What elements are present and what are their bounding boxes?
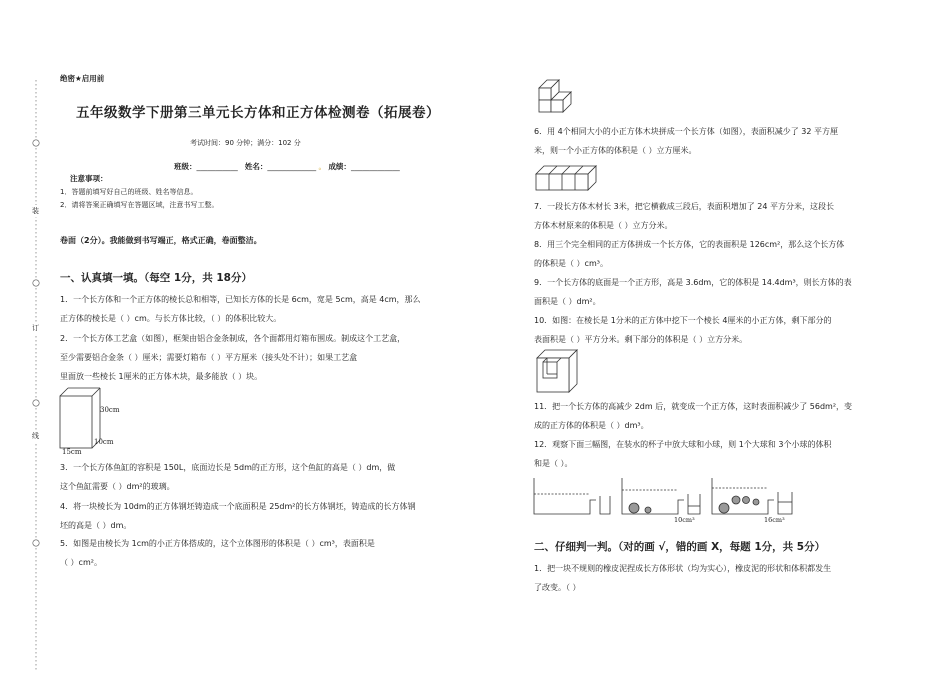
binding-hole (33, 280, 39, 286)
score-field[interactable]: _____________ (350, 162, 400, 171)
binding-hole (33, 140, 39, 146)
q9-line: 9．一个长方体的底面是一个正方形，高是 3.6dm，它的体积是 14.4dm³，则长方体的表 (534, 278, 852, 287)
q2-line: 里面放一些棱长 1厘米的正方体木块，最多能放（ ）块。 (60, 372, 263, 381)
box-height-label: 30cm (100, 406, 120, 414)
page-title: 五年级数学下册第三单元长方体和正方体检测卷（拓展卷） (76, 105, 440, 121)
q5-line: 5．如图是由棱长为 1cm的小正方体搭成的，这个立体图形的体积是（ ）cm³，表面积是 (60, 539, 375, 548)
s2-q1-line: 了改变。（ ） (534, 583, 581, 592)
q11-line: 成的正方体的体积是（ ）dm³。 (534, 421, 649, 430)
score-label: 成绩： (328, 162, 351, 171)
binding-hole (33, 540, 39, 546)
s2-q1-line: 1．把一块不规则的橡皮泥捏成长方体形状（均为实心），橡皮泥的形状和体积都发生 (534, 564, 832, 573)
cup-label: 10cm³ (674, 516, 695, 524)
binding-dashed-line (0, 0, 40, 672)
q8-line: 的体积是（ ）cm³。 (534, 259, 608, 268)
q12-line: 和是（ ）。 (534, 459, 573, 468)
q11-line: 11．把一个长方体的高减少 2dm 后，就变成一个正方体，这时表面积减少了 56dm²，变 (534, 402, 853, 411)
binding-hole (33, 400, 39, 406)
q2-line: 至少需要铝合金条（ ）厘米；需要灯箱布（ ）平方厘米（接头处不计）；如果工艺盒 (60, 353, 358, 362)
q3-line: 这个鱼缸需要（ ）dm²的玻璃。 (60, 482, 175, 491)
box-width-label: 10cm (94, 438, 114, 446)
q7-line: 方体木材原来的体积是（ ）立方分米。 (534, 221, 673, 230)
q4-line: 坯的高是（ ）dm。 (60, 521, 132, 530)
section2-title: 二、仔细判一判。（对的画 √，错的画 X，每题 1分，共 5分） (534, 541, 826, 553)
q3-line: 3．一个长方体鱼缸的容积是 150L，底面边长是 5dm的正方形，这个鱼缸的高是（ ）dm，做 (60, 463, 396, 472)
notched-cube-figure (533, 348, 583, 396)
class-label: 班级： (174, 162, 197, 171)
cup-label: 16cm³ (764, 516, 785, 524)
exam-info: 考试时间：90 分钟；满分：102 分 (190, 139, 301, 147)
q7-line: 7．一段长方体木材长 3米，把它横截成三段后，表面积增加了 24 平方分米，这段长 (534, 202, 834, 211)
secret-mark: 绝密★启用前 (60, 74, 105, 83)
binding-label-ding: 订 (32, 324, 39, 332)
notes-item: 2．请将答案正确填写在答题区域，注意书写工整。 (60, 201, 219, 209)
notes-item: 1．答题前填写好自己的班级、姓名等信息。 (60, 188, 198, 196)
cubes-row-figure (533, 162, 603, 194)
cubes-stack-figure (533, 74, 575, 120)
notes-title: 注意事项： (70, 174, 108, 183)
binding-label-xian: 线 (32, 432, 39, 440)
q12-line: 12．观察下面三幅图，在装水的杯子中放大球和小球，则 1个大球和 3个小球的体积 (534, 440, 832, 449)
class-field[interactable]: ___________ (196, 162, 238, 171)
q2-line: 2．一个长方体工艺盒（如图），框架由铝合金条制成，各个面都用灯箱布围成。制成这个工艺盒， (60, 334, 406, 343)
box-figure (58, 384, 128, 454)
q6-line: 米，则一个小正方体的体积是（ ）立方厘米。 (534, 146, 697, 155)
cup-empty (534, 478, 610, 514)
q8-line: 8．用三个完全相同的正方体拼成一个长方体，它的表面积是 126cm²，那么这个长方体 (534, 240, 845, 249)
neatness-line: 卷面（2分）。我能做到书写端正，格式正确，卷面整洁。 (60, 236, 262, 245)
name-field[interactable]: _____________ (267, 162, 317, 171)
student-fields (174, 161, 400, 172)
section1-title: 一、认真填一填。（每空 1分，共 18分） (60, 272, 252, 284)
q6-line: 6．用 4个相同大小的小正方体木块拼成一个长方体（如图），表面积减少了 32 平方厘 (534, 127, 838, 136)
name-label: 姓名： (244, 162, 268, 171)
q1-line: 正方体的棱长是（ ）cm。与长方体比较，（ ）的体积比较大。 (60, 314, 282, 323)
binding-label-zhuang: 装 (32, 207, 39, 215)
box-length-label: 15cm (62, 448, 82, 456)
q10-line: 10．如图：在棱长是 1分米的正方体中挖下一个棱长 4厘米的小正方体，剩下部分的 (534, 316, 832, 325)
cup-mixed-balls (712, 478, 792, 514)
dot-mark: 。 (318, 162, 327, 171)
q1-line: 1．一个长方体和一个正方体的棱长总和相等，已知长方体的长是 6cm，宽是 5cm，高是 4cm，那么 (60, 295, 421, 304)
binding-margin (0, 0, 40, 672)
q9-line: 面积是（ ）dm²。 (534, 297, 601, 306)
cup-big-ball (622, 478, 700, 514)
q4-line: 4．将一块棱长为 10dm的正方体钢坯铸造成一个底面积是 25dm²的长方体钢坯，铸造成的长方体钢 (60, 502, 416, 511)
q10-line: 表面积是（ ）平方分米。剩下部分的体积是（ ）立方分米。 (534, 335, 748, 344)
q5-line: （ ）cm²。 (60, 558, 102, 567)
